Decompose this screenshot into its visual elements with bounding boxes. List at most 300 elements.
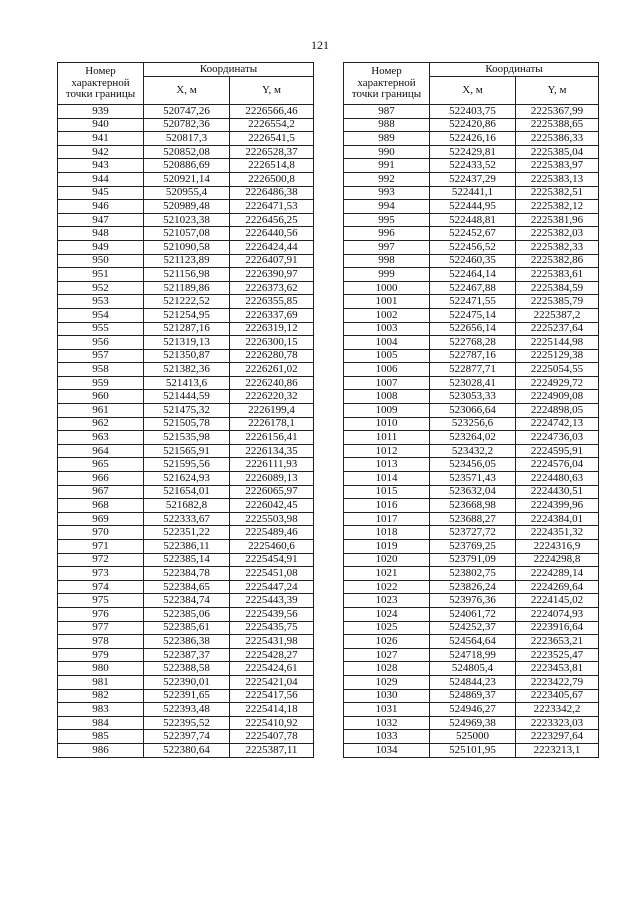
table-row — [344, 390, 599, 404]
x-coordinate-cell: 522388,58 — [144, 662, 230, 676]
table-row — [344, 540, 599, 554]
point-number-cell: 1005 — [344, 349, 430, 363]
point-number-cell: 939 — [58, 105, 144, 119]
coordinates-table-left — [57, 62, 314, 758]
table-row — [58, 145, 314, 159]
point-number-cell: 1000 — [344, 281, 430, 295]
point-number-cell: 957 — [58, 349, 144, 363]
table-row — [58, 390, 314, 404]
table-row — [344, 404, 599, 418]
y-coordinate-cell: 2226471,53 — [230, 200, 314, 214]
y-coordinate-cell: 2225407,78 — [230, 730, 314, 744]
y-coordinate-cell: 2224399,96 — [516, 499, 599, 513]
x-coordinate-cell: 524061,72 — [430, 607, 516, 621]
point-number-cell: 1022 — [344, 580, 430, 594]
point-number-cell: 966 — [58, 472, 144, 486]
point-number-cell: 941 — [58, 132, 144, 146]
x-coordinate-cell: 523264,02 — [430, 431, 516, 445]
y-coordinate-cell: 2223422,79 — [516, 675, 599, 689]
y-coordinate-cell: 2225428,27 — [230, 648, 314, 662]
point-number-cell: 971 — [58, 540, 144, 554]
x-coordinate-cell: 520747,26 — [144, 105, 230, 119]
y-coordinate-cell: 2224384,01 — [516, 512, 599, 526]
y-coordinate-cell: 2225447,24 — [230, 580, 314, 594]
table-row — [344, 716, 599, 730]
y-coordinate-cell: 2225386,33 — [516, 132, 599, 146]
point-number-cell: 1034 — [344, 743, 430, 757]
table-row — [344, 567, 599, 581]
x-coordinate-cell: 522441,1 — [430, 186, 516, 200]
x-coordinate-cell: 522787,16 — [430, 349, 516, 363]
y-coordinate-cell: 2225383,61 — [516, 268, 599, 282]
point-number-cell: 959 — [58, 376, 144, 390]
y-coordinate-cell: 2224074,93 — [516, 607, 599, 621]
x-coordinate-cell: 522420,86 — [430, 118, 516, 132]
page-number: 121 — [311, 38, 329, 52]
coordinates-table-right — [343, 62, 599, 758]
y-coordinate-cell: 2225454,91 — [230, 553, 314, 567]
x-coordinate-cell: 524969,38 — [430, 716, 516, 730]
point-number-cell: 1003 — [344, 322, 430, 336]
y-coordinate-cell: 2226355,85 — [230, 295, 314, 309]
y-coordinate-cell: 2226042,45 — [230, 499, 314, 513]
point-number-cell: 977 — [58, 621, 144, 635]
y-coordinate-cell: 2224742,13 — [516, 417, 599, 431]
point-number-cell: 954 — [58, 308, 144, 322]
table-row — [344, 553, 599, 567]
point-number-cell: 1008 — [344, 390, 430, 404]
y-coordinate-cell: 2226178,1 — [230, 417, 314, 431]
y-coordinate-cell: 2225382,03 — [516, 227, 599, 241]
y-coordinate-cell: 2226089,13 — [230, 472, 314, 486]
y-coordinate-cell: 2225385,79 — [516, 295, 599, 309]
point-number-cell: 1027 — [344, 648, 430, 662]
y-coordinate-cell: 2223323,03 — [516, 716, 599, 730]
point-number-cell: 951 — [58, 268, 144, 282]
x-coordinate-cell: 525000 — [430, 730, 516, 744]
y-coordinate-cell: 2226373,62 — [230, 281, 314, 295]
table-body-left — [58, 105, 314, 758]
x-coordinate-cell: 521156,98 — [144, 268, 230, 282]
y-coordinate-cell: 2223453,81 — [516, 662, 599, 676]
point-number-cell: 1026 — [344, 635, 430, 649]
x-coordinate-cell: 522395,52 — [144, 716, 230, 730]
y-coordinate-cell: 2226261,02 — [230, 363, 314, 377]
point-number-cell: 969 — [58, 512, 144, 526]
table-row — [344, 743, 599, 757]
table-row — [58, 349, 314, 363]
point-number-cell: 963 — [58, 431, 144, 445]
table-row — [58, 635, 314, 649]
x-coordinate-cell: 520989,48 — [144, 200, 230, 214]
y-header: Y, м — [516, 77, 599, 105]
x-coordinate-cell: 522390,01 — [144, 675, 230, 689]
point-number-cell: 958 — [58, 363, 144, 377]
table-row — [58, 404, 314, 418]
point-number-cell: 1033 — [344, 730, 430, 744]
point-number-cell: 1006 — [344, 363, 430, 377]
x-coordinate-cell: 521444,59 — [144, 390, 230, 404]
point-number-cell: 1009 — [344, 404, 430, 418]
x-coordinate-cell: 520955,4 — [144, 186, 230, 200]
x-coordinate-cell: 523256,6 — [430, 417, 516, 431]
table-row — [58, 254, 314, 268]
point-number-cell: 1018 — [344, 526, 430, 540]
table-row — [344, 512, 599, 526]
point-number-cell: 1016 — [344, 499, 430, 513]
table-row — [58, 444, 314, 458]
table-row — [344, 526, 599, 540]
x-coordinate-cell: 523053,33 — [430, 390, 516, 404]
x-coordinate-cell: 521413,6 — [144, 376, 230, 390]
table-row — [344, 268, 599, 282]
table-row — [344, 607, 599, 621]
table-body-right — [344, 105, 599, 758]
x-coordinate-cell: 523688,27 — [430, 512, 516, 526]
x-coordinate-cell: 522333,67 — [144, 512, 230, 526]
y-coordinate-cell: 2224298,8 — [516, 553, 599, 567]
point-number-cell: 1028 — [344, 662, 430, 676]
y-coordinate-cell: 2224316,9 — [516, 540, 599, 554]
point-number-cell: 942 — [58, 145, 144, 159]
point-number-cell: 1013 — [344, 458, 430, 472]
x-coordinate-cell: 524564,64 — [430, 635, 516, 649]
y-coordinate-cell: 2225410,92 — [230, 716, 314, 730]
y-coordinate-cell: 2226424,44 — [230, 240, 314, 254]
table-row — [58, 132, 314, 146]
point-number-cell: 992 — [344, 172, 430, 186]
point-number-cell: 991 — [344, 159, 430, 173]
point-number-cell: 960 — [58, 390, 144, 404]
point-number-cell: 1001 — [344, 295, 430, 309]
x-coordinate-cell: 524869,37 — [430, 689, 516, 703]
point-number-cell: 943 — [58, 159, 144, 173]
x-coordinate-cell: 522452,67 — [430, 227, 516, 241]
point-number-cell: 940 — [58, 118, 144, 132]
x-coordinate-cell: 522385,61 — [144, 621, 230, 635]
table-row — [58, 730, 314, 744]
point-number-cell: 979 — [58, 648, 144, 662]
y-coordinate-cell: 2224736,03 — [516, 431, 599, 445]
point-number-cell: 1025 — [344, 621, 430, 635]
x-coordinate-cell: 523826,24 — [430, 580, 516, 594]
table-row — [58, 322, 314, 336]
table-row — [58, 485, 314, 499]
y-coordinate-cell: 2225367,99 — [516, 105, 599, 119]
point-number-cell: 1017 — [344, 512, 430, 526]
x-coordinate-cell: 523791,09 — [430, 553, 516, 567]
point-number-cell: 1020 — [344, 553, 430, 567]
table-row — [344, 580, 599, 594]
y-coordinate-cell: 2226337,69 — [230, 308, 314, 322]
y-coordinate-cell: 2225054,55 — [516, 363, 599, 377]
point-number-cell: 1030 — [344, 689, 430, 703]
y-coordinate-cell: 2224929,72 — [516, 376, 599, 390]
table-row — [58, 472, 314, 486]
x-coordinate-cell: 521222,52 — [144, 295, 230, 309]
point-number-cell: 1007 — [344, 376, 430, 390]
point-number-cell: 986 — [58, 743, 144, 757]
point-number-cell: 949 — [58, 240, 144, 254]
y-coordinate-cell: 2226300,15 — [230, 336, 314, 350]
x-coordinate-cell: 524844,23 — [430, 675, 516, 689]
point-number-cell: 1011 — [344, 431, 430, 445]
y-coordinate-cell: 2225382,12 — [516, 200, 599, 214]
point-number-cell: 950 — [58, 254, 144, 268]
point-number-cell: 1015 — [344, 485, 430, 499]
y-coordinate-cell: 2224289,14 — [516, 567, 599, 581]
table-row — [58, 431, 314, 445]
table-row — [344, 648, 599, 662]
y-coordinate-cell: 2225451,08 — [230, 567, 314, 581]
x-coordinate-cell: 521682,8 — [144, 499, 230, 513]
point-number-cell: 981 — [58, 675, 144, 689]
point-number-cell: 985 — [58, 730, 144, 744]
table-row — [344, 458, 599, 472]
table-row — [344, 132, 599, 146]
point-number-cell: 967 — [58, 485, 144, 499]
y-coordinate-cell: 2223653,21 — [516, 635, 599, 649]
table-row — [344, 662, 599, 676]
table-row — [58, 689, 314, 703]
y-coordinate-cell: 2225381,96 — [516, 213, 599, 227]
point-number-cell: 990 — [344, 145, 430, 159]
y-coordinate-cell: 2226319,12 — [230, 322, 314, 336]
x-coordinate-cell: 522386,11 — [144, 540, 230, 554]
table-row — [58, 200, 314, 214]
table-row — [344, 349, 599, 363]
table-row — [58, 621, 314, 635]
table-row — [58, 213, 314, 227]
table-row — [344, 621, 599, 635]
x-coordinate-cell: 521057,08 — [144, 227, 230, 241]
point-number-cell: 998 — [344, 254, 430, 268]
table-row — [344, 444, 599, 458]
x-coordinate-cell: 522475,14 — [430, 308, 516, 322]
point-number-cell: 961 — [58, 404, 144, 418]
y-coordinate-cell: 2225503,98 — [230, 512, 314, 526]
table-row — [58, 227, 314, 241]
table-row — [58, 295, 314, 309]
table-row — [344, 336, 599, 350]
table-row — [58, 580, 314, 594]
point-number-cell: 1014 — [344, 472, 430, 486]
point-number-cell: 1029 — [344, 675, 430, 689]
x-coordinate-cell: 522444,95 — [430, 200, 516, 214]
point-number-cell: 1024 — [344, 607, 430, 621]
x-coordinate-cell: 521350,87 — [144, 349, 230, 363]
x-coordinate-cell: 522397,74 — [144, 730, 230, 744]
y-header: Y, м — [230, 77, 314, 105]
point-number-cell: 952 — [58, 281, 144, 295]
x-coordinate-cell: 523976,36 — [430, 594, 516, 608]
table-row — [344, 431, 599, 445]
y-coordinate-cell: 2225129,38 — [516, 349, 599, 363]
table-row — [58, 105, 314, 119]
point-number-cell: 956 — [58, 336, 144, 350]
x-coordinate-cell: 521189,86 — [144, 281, 230, 295]
x-coordinate-cell: 522384,74 — [144, 594, 230, 608]
point-number-cell: 972 — [58, 553, 144, 567]
y-coordinate-cell: 2224351,32 — [516, 526, 599, 540]
table-row — [344, 730, 599, 744]
coordinates-header: Координаты — [430, 63, 599, 77]
y-coordinate-cell: 2223297,64 — [516, 730, 599, 744]
x-header: X, м — [430, 77, 516, 105]
y-coordinate-cell: 2226514,8 — [230, 159, 314, 173]
table-row — [344, 485, 599, 499]
table-row — [58, 281, 314, 295]
y-coordinate-cell: 2226528,37 — [230, 145, 314, 159]
table-row — [58, 268, 314, 282]
y-coordinate-cell: 2226065,97 — [230, 485, 314, 499]
table-row — [58, 607, 314, 621]
table-row — [58, 376, 314, 390]
table-row — [58, 499, 314, 513]
x-coordinate-cell: 520852,08 — [144, 145, 230, 159]
y-coordinate-cell: 2225383,97 — [516, 159, 599, 173]
x-coordinate-cell: 523802,75 — [430, 567, 516, 581]
x-coordinate-cell: 521624,93 — [144, 472, 230, 486]
point-number-cell: 964 — [58, 444, 144, 458]
x-coordinate-cell: 521475,32 — [144, 404, 230, 418]
y-coordinate-cell: 2226456,25 — [230, 213, 314, 227]
x-coordinate-cell: 520817,3 — [144, 132, 230, 146]
x-coordinate-cell: 521023,38 — [144, 213, 230, 227]
table-row — [344, 376, 599, 390]
table-row — [344, 186, 599, 200]
point-number-cell: 970 — [58, 526, 144, 540]
x-coordinate-cell: 520782,36 — [144, 118, 230, 132]
x-coordinate-cell: 524946,27 — [430, 703, 516, 717]
y-coordinate-cell: 2226134,35 — [230, 444, 314, 458]
y-coordinate-cell: 2224480,63 — [516, 472, 599, 486]
x-coordinate-cell: 522391,65 — [144, 689, 230, 703]
y-coordinate-cell: 2223342,2 — [516, 703, 599, 717]
table-row — [58, 594, 314, 608]
point-number-cell: 1010 — [344, 417, 430, 431]
x-header: X, м — [144, 77, 230, 105]
point-number-cell: 982 — [58, 689, 144, 703]
x-coordinate-cell: 523456,05 — [430, 458, 516, 472]
x-coordinate-cell: 521654,01 — [144, 485, 230, 499]
x-coordinate-cell: 522386,38 — [144, 635, 230, 649]
table-row — [344, 145, 599, 159]
point-number-cell: 945 — [58, 186, 144, 200]
x-coordinate-cell: 520921,14 — [144, 172, 230, 186]
table-row — [344, 635, 599, 649]
x-coordinate-cell: 521254,95 — [144, 308, 230, 322]
table-row — [58, 540, 314, 554]
x-coordinate-cell: 522464,14 — [430, 268, 516, 282]
y-coordinate-cell: 2223405,67 — [516, 689, 599, 703]
y-coordinate-cell: 2226240,86 — [230, 376, 314, 390]
y-coordinate-cell: 2226280,78 — [230, 349, 314, 363]
y-coordinate-cell: 2223916,64 — [516, 621, 599, 635]
point-number-cell: 974 — [58, 580, 144, 594]
table-row — [344, 105, 599, 119]
point-number-cell: 973 — [58, 567, 144, 581]
y-coordinate-cell: 2225388,65 — [516, 118, 599, 132]
table-row — [344, 499, 599, 513]
point-number-cell: 1019 — [344, 540, 430, 554]
point-number-cell: 1021 — [344, 567, 430, 581]
x-coordinate-cell: 522384,65 — [144, 580, 230, 594]
x-coordinate-cell: 521595,56 — [144, 458, 230, 472]
point-number-cell: 996 — [344, 227, 430, 241]
table-row — [58, 567, 314, 581]
point-number-cell: 976 — [58, 607, 144, 621]
x-coordinate-cell: 522384,78 — [144, 567, 230, 581]
x-coordinate-cell: 523727,72 — [430, 526, 516, 540]
x-coordinate-cell: 521535,98 — [144, 431, 230, 445]
y-coordinate-cell: 2225237,64 — [516, 322, 599, 336]
point-number-cell: 988 — [344, 118, 430, 132]
coordinates-header: Координаты — [144, 63, 314, 77]
point-number-cell: 993 — [344, 186, 430, 200]
table-row — [344, 689, 599, 703]
table-row — [58, 336, 314, 350]
point-number-cell: 944 — [58, 172, 144, 186]
x-coordinate-cell: 522387,37 — [144, 648, 230, 662]
x-coordinate-cell: 523066,64 — [430, 404, 516, 418]
table-row — [58, 512, 314, 526]
x-coordinate-cell: 522768,28 — [430, 336, 516, 350]
point-number-cell: 946 — [58, 200, 144, 214]
table-row — [344, 675, 599, 689]
table-row — [58, 186, 314, 200]
x-coordinate-cell: 521505,78 — [144, 417, 230, 431]
point-number-cell: 1023 — [344, 594, 430, 608]
point-number-cell: 980 — [58, 662, 144, 676]
table-row — [58, 716, 314, 730]
y-coordinate-cell: 2225460,6 — [230, 540, 314, 554]
table-row — [344, 281, 599, 295]
x-coordinate-cell: 520886,69 — [144, 159, 230, 173]
table-row — [58, 526, 314, 540]
y-coordinate-cell: 2225382,51 — [516, 186, 599, 200]
x-coordinate-cell: 524252,37 — [430, 621, 516, 635]
x-coordinate-cell: 522448,81 — [430, 213, 516, 227]
x-coordinate-cell: 524805,4 — [430, 662, 516, 676]
point-number-cell: 965 — [58, 458, 144, 472]
y-coordinate-cell: 2225421,04 — [230, 675, 314, 689]
x-coordinate-cell: 523632,04 — [430, 485, 516, 499]
y-coordinate-cell: 2225144,98 — [516, 336, 599, 350]
y-coordinate-cell: 2226554,2 — [230, 118, 314, 132]
table-row — [58, 648, 314, 662]
x-coordinate-cell: 522471,55 — [430, 295, 516, 309]
point-number-cell: 962 — [58, 417, 144, 431]
point-number-cell: 994 — [344, 200, 430, 214]
x-coordinate-cell: 523668,98 — [430, 499, 516, 513]
x-coordinate-cell: 523432,2 — [430, 444, 516, 458]
y-coordinate-cell: 2226407,91 — [230, 254, 314, 268]
point-number-cell: 1004 — [344, 336, 430, 350]
y-coordinate-cell: 2226440,56 — [230, 227, 314, 241]
table-row — [344, 594, 599, 608]
y-coordinate-cell: 2224430,51 — [516, 485, 599, 499]
x-coordinate-cell: 521287,16 — [144, 322, 230, 336]
y-coordinate-cell: 2226541,5 — [230, 132, 314, 146]
point-number-cell: 997 — [344, 240, 430, 254]
y-coordinate-cell: 2223525,47 — [516, 648, 599, 662]
y-coordinate-cell: 2225431,98 — [230, 635, 314, 649]
y-coordinate-cell: 2225489,46 — [230, 526, 314, 540]
x-coordinate-cell: 521382,36 — [144, 363, 230, 377]
x-coordinate-cell: 522429,81 — [430, 145, 516, 159]
point-number-cell: 987 — [344, 105, 430, 119]
